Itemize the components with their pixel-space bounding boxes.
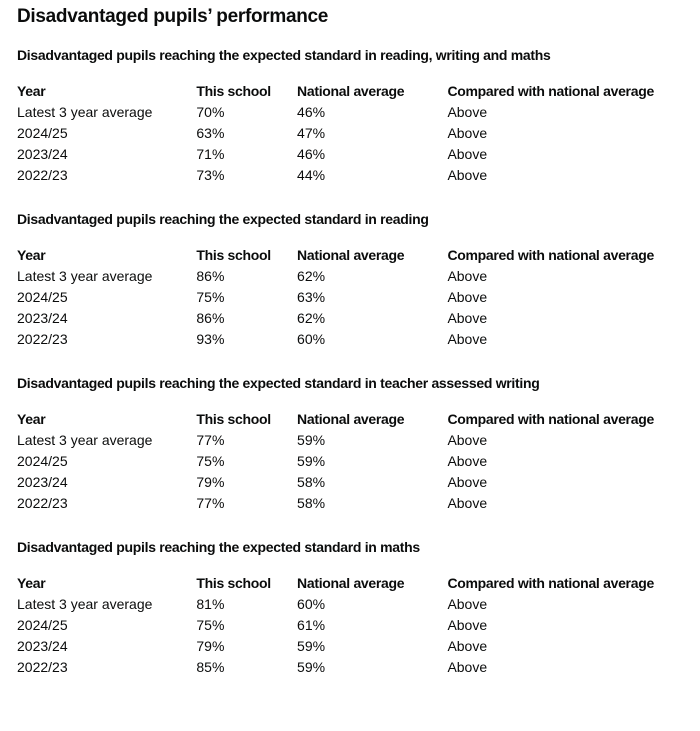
cell-year: 2024/25 <box>17 452 68 469</box>
column-header-this-school: This school <box>196 410 271 427</box>
cell-year: 2023/24 <box>17 473 68 490</box>
cell-this-school: 77% <box>196 494 225 511</box>
cell-year: 2023/24 <box>17 637 68 654</box>
column-header-this-school: This school <box>196 574 271 591</box>
cell-comparison: Above <box>447 103 488 120</box>
cell-national-average: 60% <box>297 330 326 347</box>
table-row <box>17 614 687 635</box>
cell-comparison: Above <box>447 309 488 326</box>
column-header-national-average: National average <box>297 574 405 591</box>
cell-national-average: 44% <box>297 166 326 183</box>
cell-this-school: 93% <box>196 330 225 347</box>
table-header-row <box>17 80 687 101</box>
cell-comparison: Above <box>447 595 488 612</box>
performance-table <box>17 572 687 677</box>
table-row <box>17 492 687 513</box>
cell-national-average: 46% <box>297 103 326 120</box>
table-row <box>17 471 687 492</box>
cell-comparison: Above <box>447 452 488 469</box>
cell-comparison: Above <box>447 637 488 654</box>
table-row <box>17 307 687 328</box>
cell-this-school: 86% <box>196 309 225 326</box>
table-row <box>17 635 687 656</box>
cell-national-average: 58% <box>297 473 326 490</box>
table-row <box>17 656 687 677</box>
performance-table <box>17 408 687 513</box>
cell-year: 2023/24 <box>17 309 68 326</box>
performance-section <box>17 210 687 374</box>
section-heading: Disadvantaged pupils reaching the expected standard in maths <box>17 539 420 555</box>
cell-this-school: 73% <box>196 166 225 183</box>
section-heading: Disadvantaged pupils reaching the expected standard in reading, writing and maths <box>17 47 551 63</box>
column-header-year: Year <box>17 82 46 99</box>
table-row <box>17 164 687 185</box>
cell-this-school: 81% <box>196 595 225 612</box>
cell-national-average: 58% <box>297 494 326 511</box>
performance-section <box>17 46 687 210</box>
table-row <box>17 593 687 614</box>
table-row <box>17 450 687 471</box>
column-header-comparison: Compared with national average <box>447 574 654 591</box>
cell-national-average: 62% <box>297 267 326 284</box>
table-row <box>17 286 687 307</box>
cell-comparison: Above <box>447 124 488 141</box>
cell-year: Latest 3 year average <box>17 595 153 612</box>
table-row <box>17 143 687 164</box>
table-header-row <box>17 408 687 429</box>
cell-national-average: 46% <box>297 145 326 162</box>
cell-year: 2022/23 <box>17 330 68 347</box>
cell-comparison: Above <box>447 431 488 448</box>
cell-national-average: 61% <box>297 616 326 633</box>
cell-national-average: 47% <box>297 124 326 141</box>
cell-national-average: 59% <box>297 452 326 469</box>
cell-year: Latest 3 year average <box>17 267 153 284</box>
cell-year: 2024/25 <box>17 616 68 633</box>
cell-year: 2022/23 <box>17 658 68 675</box>
table-header-row <box>17 244 687 265</box>
section-heading: Disadvantaged pupils reaching the expected standard in teacher assessed writing <box>17 375 540 391</box>
cell-this-school: 63% <box>196 124 225 141</box>
cell-this-school: 79% <box>196 473 225 490</box>
cell-national-average: 60% <box>297 595 326 612</box>
cell-year: 2023/24 <box>17 145 68 162</box>
table-row <box>17 122 687 143</box>
cell-this-school: 79% <box>196 637 225 654</box>
column-header-year: Year <box>17 246 46 263</box>
cell-comparison: Above <box>447 494 488 511</box>
cell-comparison: Above <box>447 658 488 675</box>
performance-table <box>17 244 687 349</box>
table-row <box>17 101 687 122</box>
cell-national-average: 62% <box>297 309 326 326</box>
cell-comparison: Above <box>447 267 488 284</box>
table-header-row <box>17 572 687 593</box>
column-header-this-school: This school <box>196 82 271 99</box>
cell-this-school: 86% <box>196 267 225 284</box>
cell-this-school: 71% <box>196 145 225 162</box>
cell-national-average: 59% <box>297 431 326 448</box>
column-header-national-average: National average <box>297 82 405 99</box>
cell-this-school: 75% <box>196 452 225 469</box>
cell-this-school: 85% <box>196 658 225 675</box>
page-title: Disadvantaged pupils’ performance <box>17 6 329 27</box>
cell-year: 2024/25 <box>17 124 68 141</box>
cell-national-average: 63% <box>297 288 326 305</box>
column-header-national-average: National average <box>297 246 405 263</box>
section-heading: Disadvantaged pupils reaching the expected standard in reading <box>17 211 429 227</box>
column-header-this-school: This school <box>196 246 271 263</box>
cell-comparison: Above <box>447 330 488 347</box>
performance-section <box>17 538 687 702</box>
cell-year: Latest 3 year average <box>17 103 153 120</box>
column-header-comparison: Compared with national average <box>447 246 654 263</box>
cell-comparison: Above <box>447 166 488 183</box>
cell-comparison: Above <box>447 473 488 490</box>
table-row <box>17 429 687 450</box>
cell-year: 2024/25 <box>17 288 68 305</box>
performance-table <box>17 80 687 185</box>
performance-section <box>17 374 687 538</box>
cell-year: 2022/23 <box>17 166 68 183</box>
cell-this-school: 75% <box>196 288 225 305</box>
cell-year: Latest 3 year average <box>17 431 153 448</box>
column-header-comparison: Compared with national average <box>447 82 654 99</box>
column-header-year: Year <box>17 574 46 591</box>
cell-comparison: Above <box>447 288 488 305</box>
cell-this-school: 77% <box>196 431 225 448</box>
cell-national-average: 59% <box>297 658 326 675</box>
cell-national-average: 59% <box>297 637 326 654</box>
column-header-national-average: National average <box>297 410 405 427</box>
cell-this-school: 75% <box>196 616 225 633</box>
table-row <box>17 265 687 286</box>
cell-this-school: 70% <box>196 103 225 120</box>
column-header-year: Year <box>17 410 46 427</box>
cell-comparison: Above <box>447 145 488 162</box>
table-row <box>17 328 687 349</box>
cell-comparison: Above <box>447 616 488 633</box>
column-header-comparison: Compared with national average <box>447 410 654 427</box>
cell-year: 2022/23 <box>17 494 68 511</box>
